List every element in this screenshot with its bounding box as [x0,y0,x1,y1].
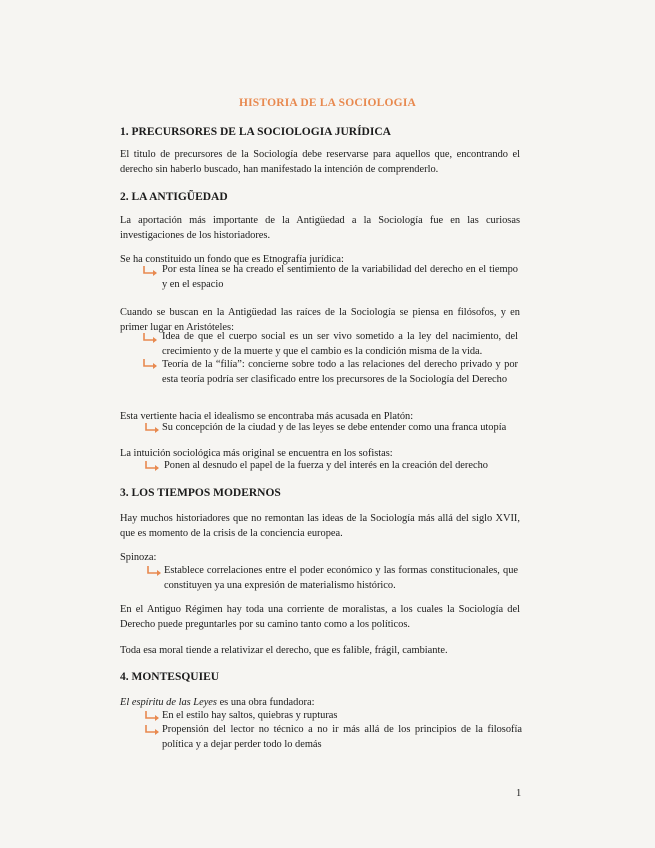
paragraph-spinoza: Spinoza: [120,552,157,563]
bullet-variabilidad: Por esta línea se ha creado el sentimiento de la variabilidad del derecho en el tiempo y en el espacio [162,264,518,290]
bullet-materialismo: Establece correlaciones entre el poder económico y las formas constitucionales, que constituyen ya una expresión de materialismo histórico. [164,565,518,591]
bullet-fuerza-interes: Ponen al desnudo el papel de la fuerza y del interés en la creación del derecho [164,460,488,471]
bullet-propension: Propensión del lector no técnico a no ir más allá de los principios de la filosofía política y a dejar perder todo lo demás [162,724,522,750]
paragraph-aportacion: La aportación más importante de la Antigüedad a la Sociología fue en las curiosas investigaciones de los historiadores. [120,215,520,241]
arrow-bullet-icon [142,332,160,346]
paragraph-moral-relativa: Toda esa moral tiende a relativizar el derecho, que es falible, frágil, cambiante. [120,645,448,656]
paragraph-sofistas-intro: La intuición sociológica más original se encuentra en los sofistas: [120,448,393,459]
arrow-bullet-icon [144,724,162,738]
bullet-filia: Teoría de la “filía”: concierne sobre todo a las relaciones del derecho privado y por esta teoría podría ser clasificado entre los precursores de la Sociología del Derecho [162,359,518,385]
arrow-bullet-icon [144,710,162,724]
paragraph-platon-intro: Esta vertiente hacia el idealismo se encontraba más acusada en Platón: [120,411,414,422]
page-number: 1 [516,788,522,799]
heading-tiempos-modernos: 3. LOS TIEMPOS MODERNOS [120,487,281,499]
bullet-estilo: En el estilo hay saltos, quiebras y rupturas [162,710,338,721]
arrow-bullet-icon [146,565,164,579]
arrow-bullet-icon [144,460,162,474]
arrow-bullet-icon [144,422,162,436]
bullet-cuerpo-social: Idea de que el cuerpo social es un ser vivo sometido a la ley del nacimiento, del crecimiento y de la muerte y que el cambio es la condición misma de la vida. [162,331,518,357]
paragraph-siglo-xvii: Hay muchos historiadores que no remontan las ideas de la Sociología más allá del siglo XVII, que es momento de la crisis de la conciencia europea. [120,513,520,539]
document-title: HISTORIA DE LA SOCIOLOGIA [238,97,417,109]
intro-rest: es una obra fundadora: [216,697,315,708]
heading-antiguedad: 2. LA ANTIGŨEDAD [120,191,228,203]
paragraph-precursores: El titulo de precursores de la Sociología debe reservarse para aquellos que, encontrando el derecho sin haberlo buscado, han manifestado la intención de comprenderlo. [120,149,520,175]
arrow-bullet-icon [142,358,160,372]
paragraph-aristoteles-intro: Cuando se buscan en la Antigüedad las raíces de la Sociología se piensa en filósofos, y en primer lugar en Aristóteles: [120,307,520,333]
arrow-bullet-icon [142,265,160,279]
heading-precursores: 1. PRECURSORES DE LA SOCIOLOGIA JURÍDICA [120,126,391,138]
bullet-utopia: Su concepción de la ciudad y de las leyes se debe entender como una franca utopía [162,422,507,433]
paragraph-antiguo-regimen: En el Antiguo Régimen hay toda una corriente de moralistas, a los cuales la Sociología del Derecho puede preguntarles por su camino tanto como a los políticos. [120,604,520,630]
book-title-italic: El espíritu de las Leyes [120,697,217,708]
heading-montesquieu: 4. MONTESQUIEU [120,671,220,683]
paragraph-etnografia: Se ha constituido un fondo que es Etnografía jurídica: [120,254,344,265]
